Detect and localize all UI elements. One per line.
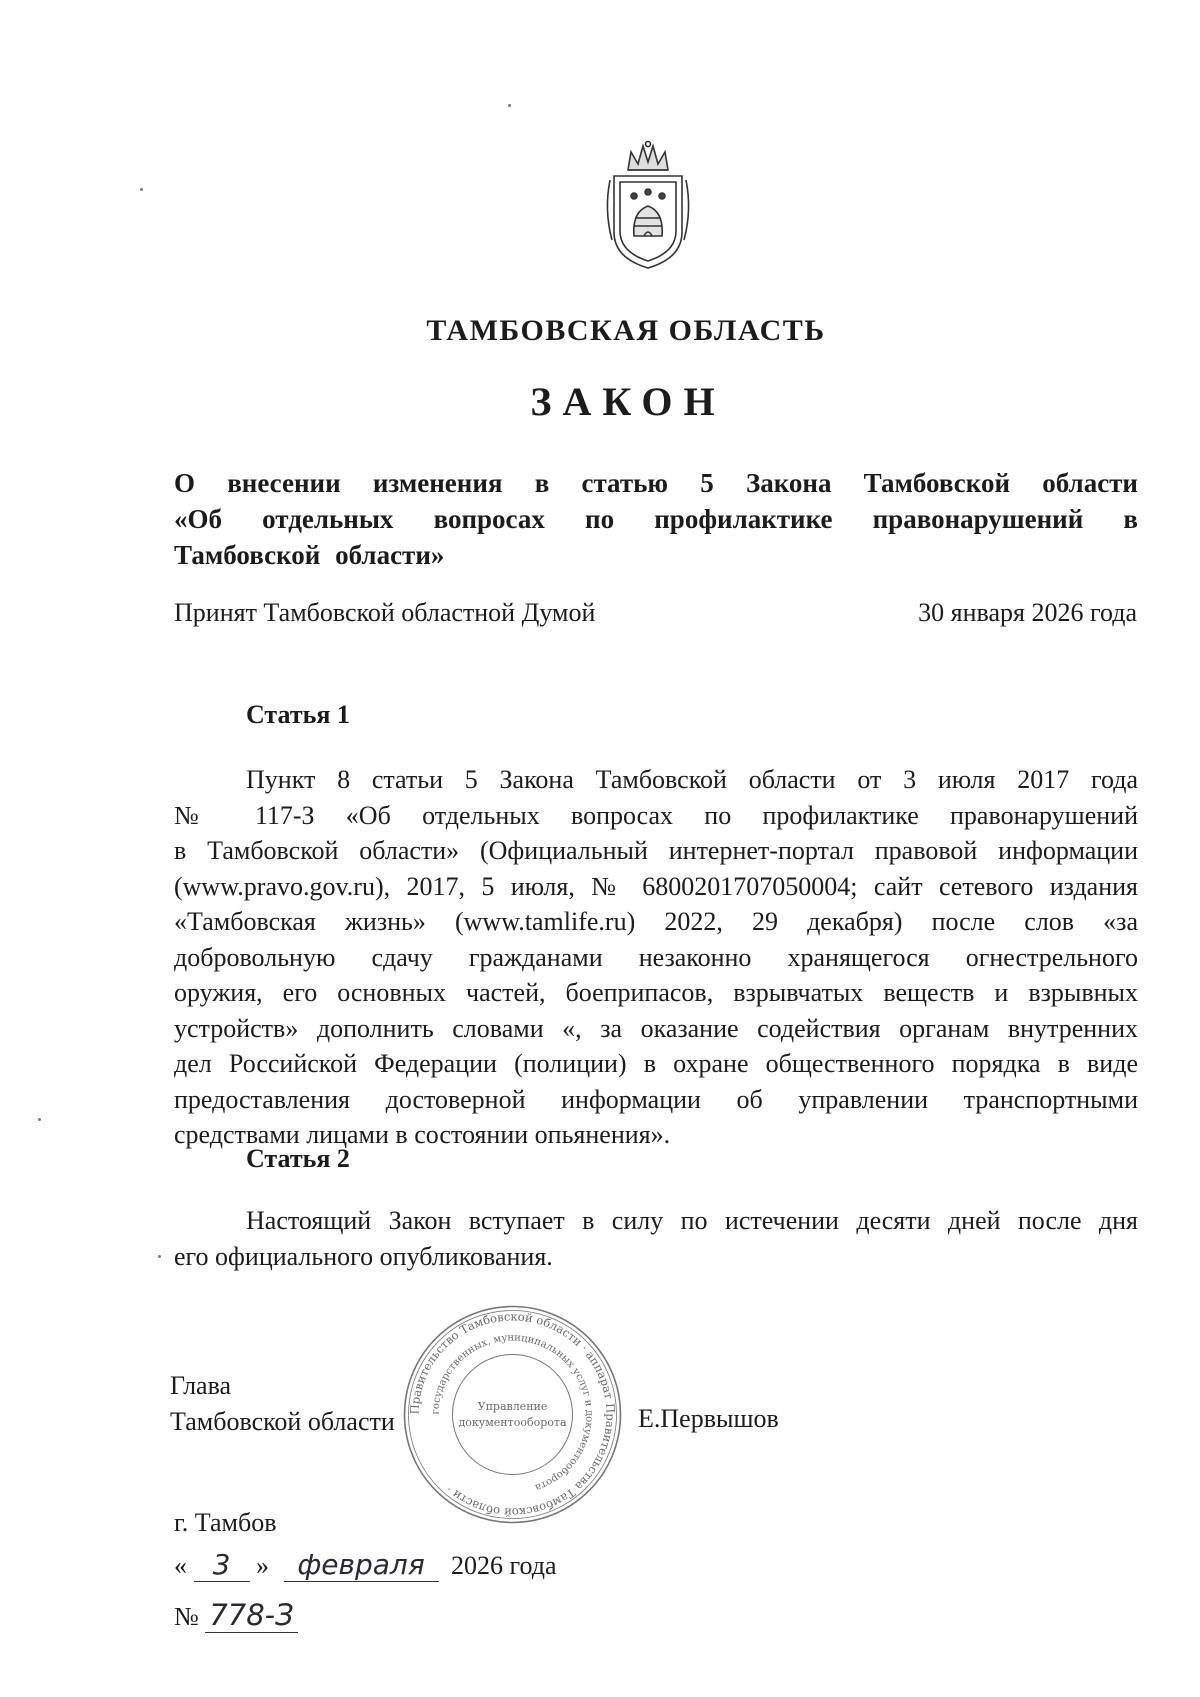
signatory-title-line: Глава <box>170 1371 232 1400</box>
text-line: (www.pravo.gov.ru), 2017, 5 июля, № 6800201707050004; сайт сетевого издания <box>174 871 1138 901</box>
signing-date <box>174 1548 557 1582</box>
place-of-signing: г. Тамбов <box>174 1508 277 1537</box>
seal-outer-text: Правительство Тамбовской области · аппарат Правительства Тамбовской области · <box>407 1309 618 1520</box>
article-2-text <box>174 1203 1138 1274</box>
law-title-line: О внесении изменения в статью 5 Закона Тамбовской области <box>174 468 1138 498</box>
seal-center-line-1: Управление <box>477 1400 548 1413</box>
handwritten-number: 778-З <box>205 1598 297 1633</box>
seal-center-line-2: документооборота <box>458 1416 567 1429</box>
law-title-line: Тамбовской области» <box>174 540 445 570</box>
seal-inner-text: государственных, муниципальных услуг и документооборота <box>430 1332 595 1493</box>
article-2-heading: Статья 2 <box>246 1144 350 1173</box>
article-1-text <box>174 762 1138 1153</box>
text-line: оружия, его основных частей, боеприпасов, взрывчатых веществ и взрывных <box>174 978 1138 1007</box>
text-line: Пункт 8 статьи 5 Закона Тамбовской области от 3 июля 2017 года <box>246 765 1138 794</box>
text-line: в Тамбовской области» (Официальный интернет-портал правовой информации <box>174 836 1138 865</box>
law-title-line: «Об отдельных вопросах по профилактике правонарушений в <box>174 504 1138 534</box>
scan-speck <box>158 1255 161 1258</box>
adopted-by: Принят Тамбовской областной Думой <box>174 598 596 627</box>
text-line: средствами лицами в состоянии опьянения». <box>174 1120 671 1149</box>
official-seal-stamp <box>400 1302 625 1527</box>
number-prefix: № <box>174 1602 199 1631</box>
scan-speck <box>508 104 511 107</box>
region-name: ТАМБОВСКАЯ ОБЛАСТЬ <box>426 314 826 347</box>
coat-of-arms-emblem <box>598 140 698 275</box>
year: 2026 года <box>451 1551 557 1580</box>
text-line: дел Российской Федерации (полиции) в охране общественного порядка в виде <box>174 1049 1138 1078</box>
signatory-title <box>170 1368 395 1440</box>
text-line: предоставления достоверной информации об управлении транспортными <box>174 1084 1138 1114</box>
handwritten-day: 3 <box>194 1548 250 1582</box>
scan-speck <box>140 188 143 191</box>
handwritten-month: февраля <box>284 1548 439 1582</box>
signatory-name: Е.Первышов <box>638 1404 779 1433</box>
text-line: его официального опубликования. <box>174 1241 553 1271</box>
scan-speck <box>38 1118 41 1121</box>
text-line: добровольную сдачу гражданами незаконно хранящегося огнестрельного <box>174 942 1138 972</box>
document-type: ЗАКОН <box>530 379 726 424</box>
quote-open: « <box>174 1551 187 1580</box>
signatory-title-line: Тамбовской области <box>170 1407 395 1436</box>
text-line: устройств» дополнить словами «, за оказание содействия органам внутренних <box>174 1013 1138 1043</box>
text-line: Настоящий Закон вступает в силу по истечении десяти дней после дня <box>246 1206 1138 1235</box>
adopted-date: 30 января 2026 года <box>918 598 1137 627</box>
text-line: «Тамбовская жизнь» (www.tamlife.ru) 2022, 29 декабря) после слов «за <box>174 907 1138 936</box>
law-title <box>174 465 1138 573</box>
quote-close: » <box>256 1551 269 1580</box>
text-line: № 117-З «Об отдельных вопросах по профилактике правонарушений <box>174 800 1138 830</box>
article-1-heading: Статья 1 <box>246 700 350 729</box>
law-number <box>174 1598 298 1632</box>
